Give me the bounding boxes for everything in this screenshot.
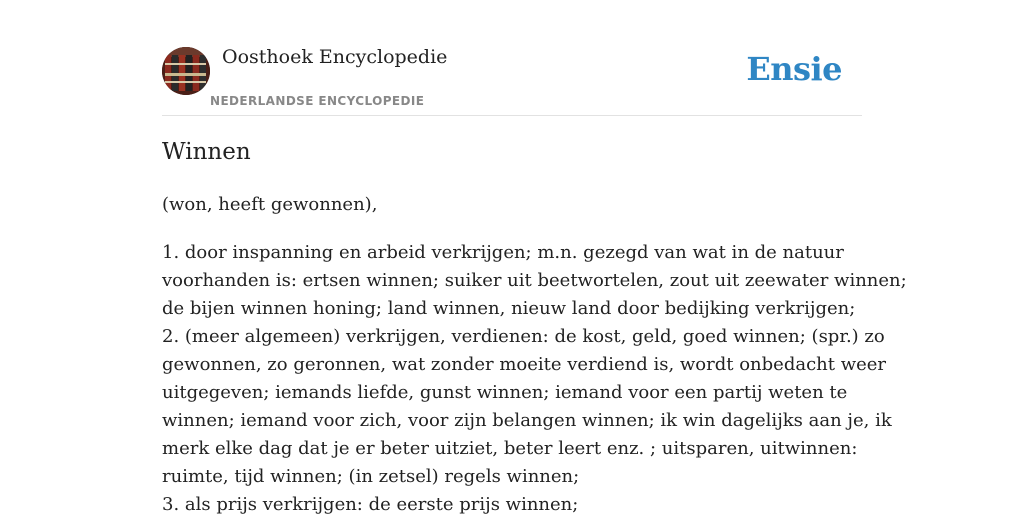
entry-title: Winnen [162,139,251,165]
definition-line: de bijen winnen honing; land winnen, nieuw land door bedijking verkrijgen; [162,298,856,319]
definition-line: 1. door inspanning en arbeid verkrijgen; m.n. gezegd van wat in de natuur [162,242,844,263]
definition-line: ruimte, tijd winnen; (in zetsel) regels winnen; [162,466,580,487]
page [162,0,907,515]
definition-line: merk elke dag dat je er beter uitziet, beter leert enz. ; uitsparen, uitwinnen: [162,438,858,459]
ensie-logo-link[interactable]: Ensie [746,50,842,88]
entry-definition [162,239,907,519]
entry-forms: (won, heeft gewonnen), [162,194,378,215]
site-header [162,0,862,116]
encyclopedia-books-icon[interactable] [162,47,210,95]
definition-line: winnen; iemand voor zich, voor zijn belangen winnen; ik win dagelijks aan je, ik [162,410,892,431]
definition-line: uitgegeven; iemands liefde, gunst winnen; iemand voor een partij weten te [162,382,848,403]
site-subtitle: NEDERLANDSE ENCYCLOPEDIE [210,94,425,108]
definition-line: 2. (meer algemeen) verkrijgen, verdienen: de kost, geld, goed winnen; (spr.) zo [162,326,885,347]
definition-line: 3. als prijs verkrijgen: de eerste prijs winnen; [162,494,579,515]
site-title[interactable]: Oosthoek Encyclopedie [222,46,448,68]
definition-line: voorhanden is: ertsen winnen; suiker uit beetwortelen, zout uit zeewater winnen; [162,270,907,291]
definition-line: gewonnen, zo geronnen, wat zonder moeite verdiend is, wordt onbedacht weer [162,354,887,375]
